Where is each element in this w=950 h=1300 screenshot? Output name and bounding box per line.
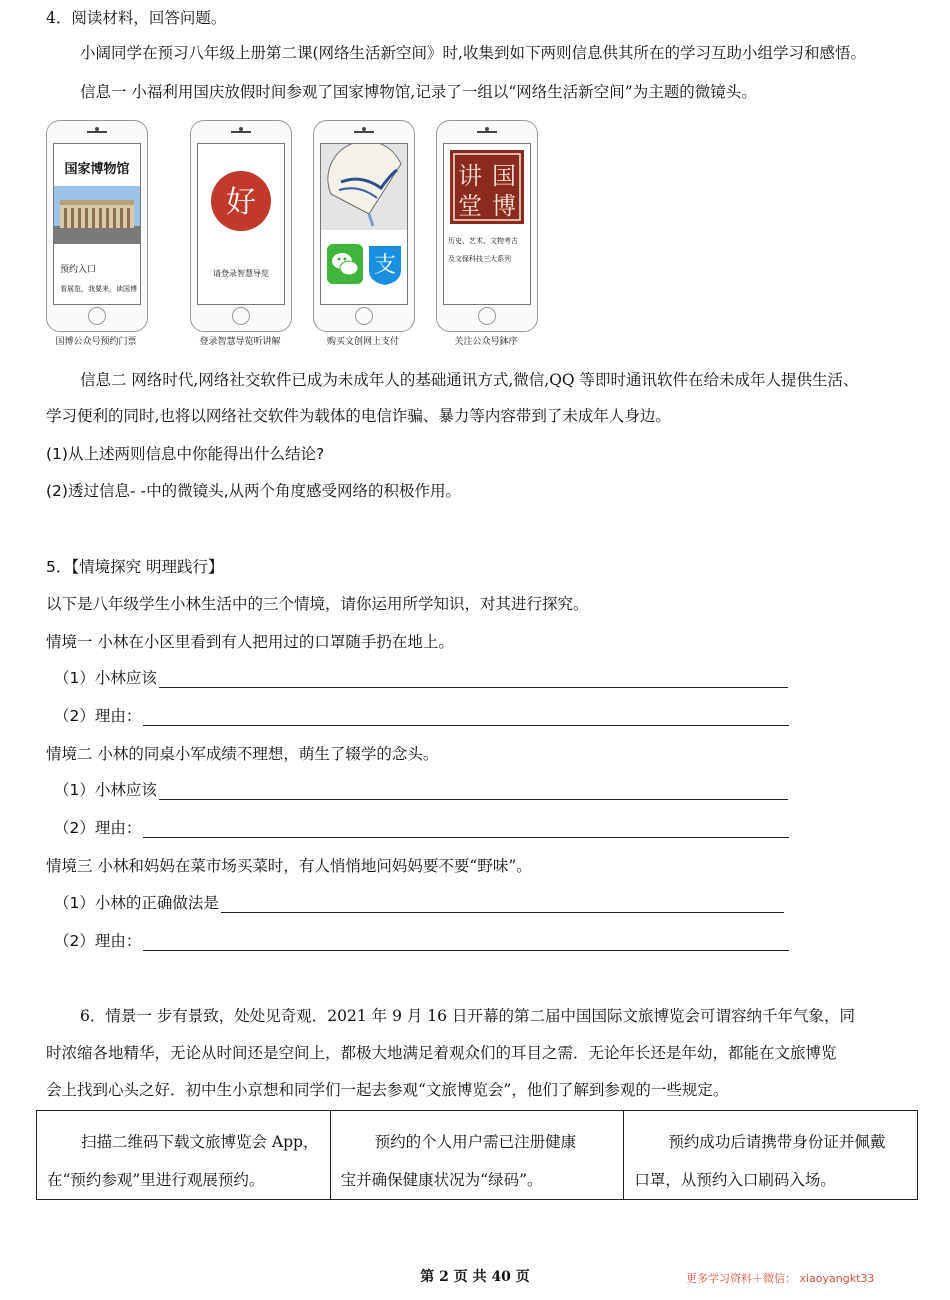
page-number: 第 2 页 共 40 页 xyxy=(420,1269,530,1285)
rule-cell xyxy=(330,1111,624,1200)
q5-intro: 以下是八年级学生小林生活中的三个情境，请你运用所学知识，对其进行探究。 xyxy=(46,595,589,613)
guide-logo-icon xyxy=(210,170,272,232)
q6-line2: 时浓缩各地精华，无论从时间还是空间上，都极大地满足着观众们的耳目之需．无论年长还是年幼，都能在文旅博览 xyxy=(46,1044,837,1062)
q5-scene1-q2-label: （2）理由： xyxy=(54,707,142,725)
q5-scene3-q1 xyxy=(54,893,784,913)
rule-cell xyxy=(37,1111,331,1200)
svg-text:博: 博 xyxy=(492,192,516,220)
svg-text:堂: 堂 xyxy=(458,192,482,220)
q5-scene2-q1-label: （1）小林应该 xyxy=(54,781,157,799)
museum-title: 国家博物馆 xyxy=(64,162,130,177)
phone-museum xyxy=(46,120,148,332)
answer-blank[interactable] xyxy=(159,783,788,800)
answer-blank[interactable] xyxy=(143,934,789,951)
wechat-icon xyxy=(327,244,363,284)
q4-question1: (1)从上述两则信息中你能得出什么结论? xyxy=(46,445,325,463)
q5-scene2-q1 xyxy=(54,780,788,800)
q4-title: 4．阅读材料，回答问题。 xyxy=(46,9,227,27)
rule-2-line1: 预约的个人用户需已注册健康 xyxy=(374,1133,577,1151)
phone-caption-4: 关注公众号鉢序 xyxy=(454,337,518,347)
rule-2-line2: 宝并确保健康状况为“绿码”。 xyxy=(340,1171,543,1189)
phone-payment xyxy=(313,120,415,332)
watermark-text: 更多学习资料＋微信： xiaoyangkt33 xyxy=(686,1272,875,1285)
rules-table xyxy=(36,1110,918,1200)
q5-title: 5．【情境探究 明理践行】 xyxy=(46,558,224,576)
q5-scene1: 情境一 小林在小区里看到有人把用过的口罩随手扔在地上。 xyxy=(46,633,454,651)
rule-1-line1: 扫描二维码下载文旅博览会 App， xyxy=(81,1133,319,1151)
q5-scene1-q2 xyxy=(54,706,789,726)
q4-info2-line1: 信息二 网络时代,网络社交软件已成为未成年人的基础通讯方式,微信,QQ 等即时通讯软件在给未成年人提供生活、 xyxy=(80,371,859,389)
phone-official-account xyxy=(436,120,538,332)
q5-scene2-q2-label: （2）理由： xyxy=(54,819,142,837)
q4-info1: 信息一 小福利用国庆放假时间参观了国家博物馆,记录了一组以“网络生活新空间”为主题的微镜头。 xyxy=(80,83,757,101)
guide-login-text: 请登录智慧导览 xyxy=(213,269,269,278)
q5-scene3-q2-label: （2）理由： xyxy=(54,932,142,950)
rule-1-line2: 在“预约参观”里进行观展预约。 xyxy=(47,1171,265,1189)
museum-slogan: 看展览，我要来，读国博 xyxy=(60,285,137,293)
answer-blank[interactable] xyxy=(143,821,789,838)
fan-photo xyxy=(321,144,407,230)
phone-smart-guide xyxy=(190,120,292,332)
alipay-icon xyxy=(367,244,403,286)
phone-caption-3: 购买文创网上支付 xyxy=(326,337,399,347)
guide-logo-text: 好 xyxy=(226,185,256,220)
phone-screen xyxy=(320,143,408,305)
account-series-line1: 历史、艺术、文物考古 xyxy=(448,237,518,245)
phone-caption-2: 登录智慧导览听讲解 xyxy=(199,337,281,347)
q5-scene3-q2 xyxy=(54,931,789,951)
q6-line1: 6．情景一 步有景致，处处见奇观．2021 年 9 月 16 日开幕的第二届中国国际文旅博览会可谓容纳千年气象，同 xyxy=(80,1007,855,1025)
rule-cell xyxy=(624,1111,918,1200)
q5-scene1-q1 xyxy=(54,668,788,688)
q4-info2-line2: 学习便利的同时,也将以网络社交软件为载体的电信诈骗、暴力等内容带到了未成年人身边。 xyxy=(46,407,671,425)
phone-screen xyxy=(443,143,531,305)
answer-blank[interactable] xyxy=(221,896,784,913)
account-series-line2: 及文保科技三大系列 xyxy=(448,255,511,263)
alipay-glyph: 支 xyxy=(373,253,397,278)
phone-caption-1: 国博公众号预约门票 xyxy=(55,337,137,347)
q5-scene2-q2 xyxy=(54,818,789,838)
svg-text:讲: 讲 xyxy=(458,162,482,190)
answer-blank[interactable] xyxy=(159,671,788,688)
q5-scene3: 情境三 小林和妈妈在菜市场买菜时，有人悄悄地问妈妈要不要“野味”。 xyxy=(46,857,532,875)
rule-3-line1: 预约成功后请携带身份证并佩戴 xyxy=(668,1133,886,1151)
q4-question2: (2)透过信息- -中的微镜头,从两个角度感受网络的积极作用。 xyxy=(46,482,461,500)
museum-photo xyxy=(54,186,140,244)
phone-screen xyxy=(53,143,141,305)
answer-blank[interactable] xyxy=(143,709,789,726)
q5-scene3-q1-label: （1）小林的正确做法是 xyxy=(54,894,219,912)
q5-scene1-q1-label: （1）小林应该 xyxy=(54,669,157,687)
q4-intro: 小阔同学在预习八年级上册第二课(网络生活新空间》时,收集到如下两则信息供其所在的学习互助小组学习和感悟。 xyxy=(80,44,866,62)
q5-scene2: 情境二 小林的同桌小军成绩不理想，萌生了辍学的念头。 xyxy=(46,745,439,763)
phone-screen xyxy=(197,143,285,305)
museum-booking-entry: 预约入口 xyxy=(60,265,97,275)
seal-logo-icon xyxy=(450,150,524,224)
svg-text:国: 国 xyxy=(492,162,516,190)
rule-3-line2: 口罩，从预约入口刷码入场。 xyxy=(634,1171,836,1189)
q6-line3: 会上找到心头之好．初中生小京想和同学们一起去参观“文旅博览会”，他们了解到参观的一些规定。 xyxy=(46,1081,729,1099)
